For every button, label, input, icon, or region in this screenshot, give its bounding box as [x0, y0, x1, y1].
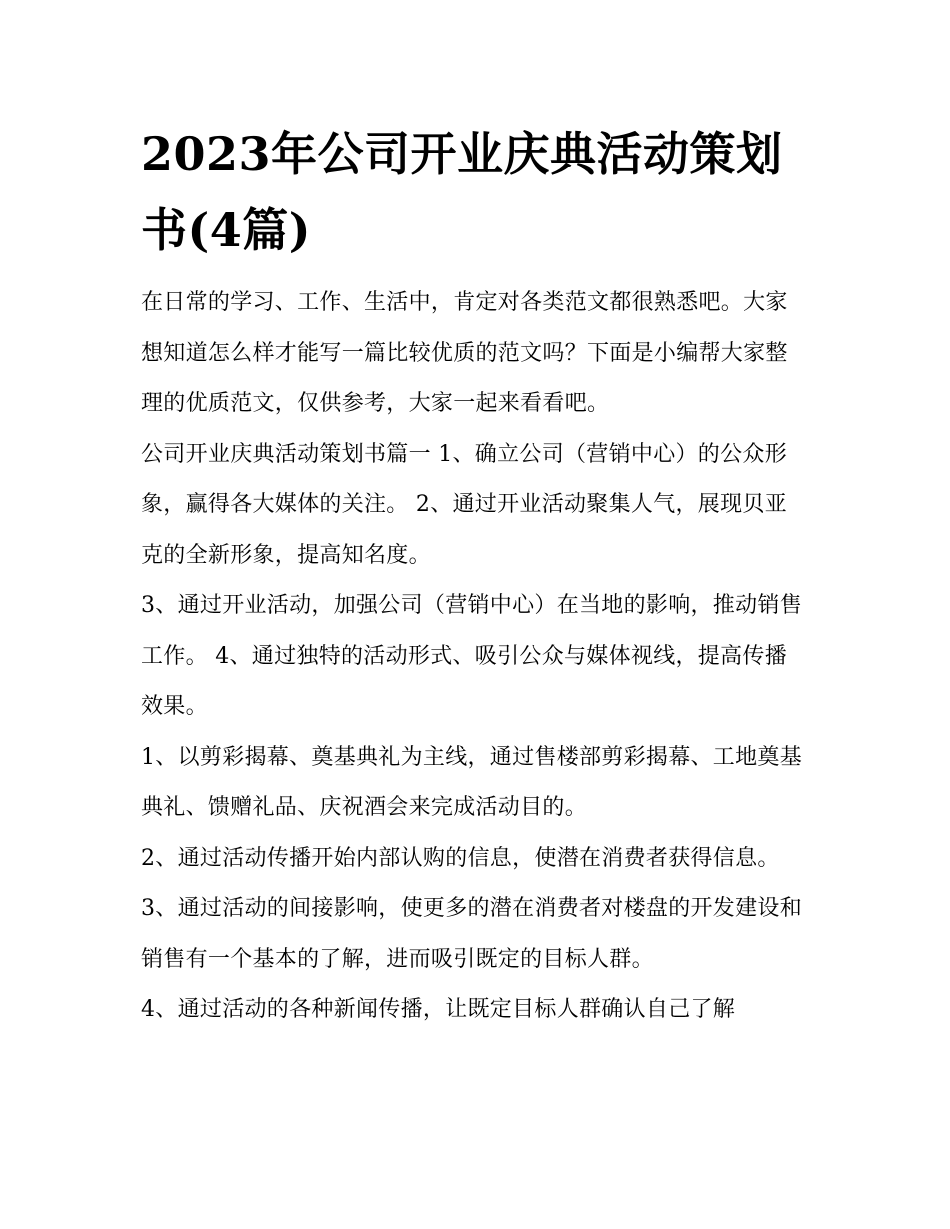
- document-body: [141, 278, 809, 1036]
- paragraph-section-one-goals: 公司开业庆典活动策划书篇一 1、确立公司（营销中心）的公众形象，赢得各大媒体的关注。 2、通过开业活动聚集人气，展现贝亚克的全新形象，提高知名度。: [141, 441, 787, 568]
- paragraph-goals-3-4: 3、通过开业活动，加强公司（营销中心）在当地的影响，推动销售工作。 4、通过独特的活动形式、吸引公众与媒体视线，提高传播效果。: [141, 593, 802, 719]
- paragraph-item-1: 1、以剪彩揭幕、奠基典礼为主线，通过售楼部剪彩揭幕、工地奠基典礼、馈赠礼品、庆祝酒会来完成活动目的。: [141, 744, 802, 820]
- document-title: 2023年公司开业庆典活动策划书(4篇): [141, 127, 783, 257]
- paragraph-item-3: 3、通过活动的间接影响，使更多的潜在消费者对楼盘的开发建设和销售有一个基本的了解，进而吸引既定的目标人群。: [141, 896, 802, 972]
- paragraph-item-2: 2、通过活动传播开始内部认购的信息，使潜在消费者获得信息。: [141, 845, 780, 871]
- paragraph-item-4: 4、通过活动的各种新闻传播，让既定目标人群确认自己了解: [141, 997, 736, 1022]
- document-page: [141, 116, 809, 1036]
- paragraph-intro: 在日常的学习、工作、生活中，肯定对各类范文都很熟悉吧。大家想知道怎么样才能写一篇比较优质的范文吗？下面是小编帮大家整理的优质范文，仅供参考，大家一起来看看吧。: [141, 290, 788, 416]
